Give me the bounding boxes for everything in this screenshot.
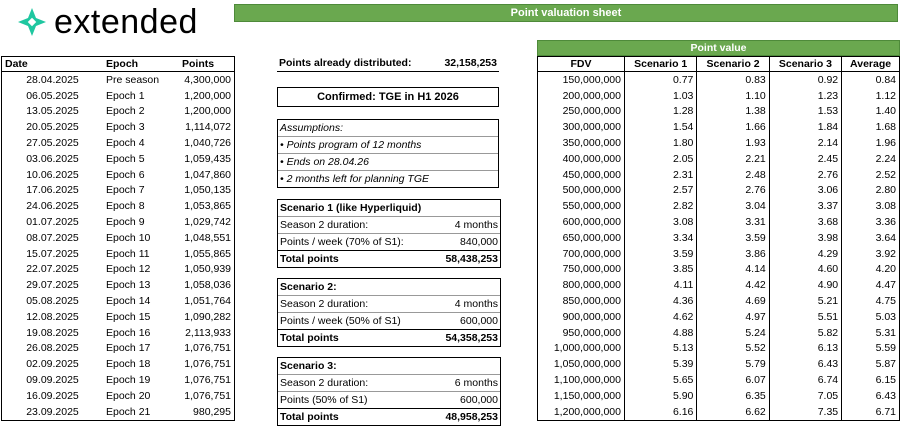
scenario-total-row [278, 408, 500, 425]
scenario-1-cell: 4.62 [625, 309, 697, 325]
header-date: Date [2, 57, 104, 72]
scenario-1-cell: 6.16 [625, 404, 697, 420]
epoch-row [2, 88, 235, 104]
epoch-points: 1,029,742 [184, 216, 231, 229]
epoch-row [2, 104, 235, 120]
scenario-weekly-row [278, 312, 500, 329]
epoch-date: 26.08.2025 [26, 342, 79, 355]
average-cell: 5.31 [842, 325, 900, 341]
point-value-row [538, 309, 900, 325]
epoch-name: Epoch 6 [106, 168, 145, 181]
total-label: Total points [280, 253, 339, 265]
scenario-title [278, 358, 500, 374]
epoch-name: Epoch 16 [106, 326, 151, 339]
epoch-name: Epoch 21 [106, 405, 151, 418]
scenario-2-cell: 6.35 [697, 388, 769, 404]
epoch-name: Epoch 2 [106, 105, 145, 118]
fdv-cell: 600,000,000 [562, 216, 621, 229]
scenario-duration-row [278, 374, 500, 391]
scenario-2-cell: 4.14 [697, 262, 769, 278]
point-value-row [538, 151, 900, 167]
scenario-1-cell: 1.03 [625, 88, 697, 104]
scenario-3-cell: 2.76 [769, 167, 841, 183]
epoch-points: 1,051,764 [184, 295, 231, 308]
total-value: 54,358,253 [445, 332, 498, 344]
epoch-points: 2,113,933 [185, 326, 231, 339]
epoch-date: 03.06.2025 [26, 152, 79, 165]
scenario-3-cell: 1.53 [769, 104, 841, 120]
average-cell: 3.36 [842, 214, 900, 230]
epoch-points: 1,200,000 [184, 105, 231, 118]
point-value-row [538, 246, 900, 262]
scenario-3-cell: 7.05 [769, 388, 841, 404]
epoch-date: 01.07.2025 [26, 216, 79, 229]
header-scenario-1: Scenario 1 [625, 57, 697, 72]
epoch-date: 27.05.2025 [26, 137, 79, 150]
point-value-table-body [538, 72, 900, 421]
scenario-1-cell: 1.28 [625, 104, 697, 120]
average-cell: 3.92 [842, 246, 900, 262]
epoch-date: 19.08.2025 [26, 326, 79, 339]
scenario-1-cell: 4.11 [625, 277, 697, 293]
epoch-name: Epoch 10 [106, 231, 151, 244]
epoch-date: 16.09.2025 [26, 389, 79, 402]
weekly-label: Points / week (70% of S1): [280, 236, 404, 248]
scenario-2-cell: 3.86 [697, 246, 769, 262]
fdv-cell: 550,000,000 [562, 200, 621, 213]
scenario-1-cell: 5.39 [625, 356, 697, 372]
header-epoch: Epoch [103, 57, 179, 72]
point-value-table-header [538, 57, 900, 72]
fdv-cell: 800,000,000 [562, 279, 621, 292]
fdv-cell: 1,150,000,000 [553, 389, 621, 402]
epoch-points: 1,058,036 [184, 279, 231, 292]
epoch-row [2, 293, 235, 309]
epoch-points: 1,076,751 [184, 358, 231, 371]
point-value-row [538, 293, 900, 309]
scenario-3-cell: 3.37 [769, 198, 841, 214]
scenario-total-row [278, 250, 500, 267]
total-value: 58,438,253 [445, 253, 498, 265]
weekly-label: Points (50% of S1) [280, 394, 368, 406]
scenario-2-cell: 2.48 [697, 167, 769, 183]
scenario-title-text: Scenario 3: [280, 360, 337, 372]
average-cell: 1.96 [842, 135, 900, 151]
average-cell: 4.47 [842, 277, 900, 293]
scenario-1-cell: 3.34 [625, 230, 697, 246]
epoch-table-header [2, 57, 235, 72]
point-value-row [538, 277, 900, 293]
fdv-cell: 950,000,000 [562, 326, 621, 339]
fdv-cell: 200,000,000 [562, 89, 621, 102]
epoch-name: Epoch 8 [106, 200, 145, 213]
epoch-name: Epoch 13 [106, 279, 151, 292]
epoch-row [2, 388, 235, 404]
fdv-cell: 150,000,000 [562, 73, 621, 86]
epoch-name: Epoch 4 [106, 137, 145, 150]
scenario-3-cell: 4.29 [769, 246, 841, 262]
points-distributed [277, 57, 499, 72]
header-fdv: FDV [538, 57, 625, 72]
epoch-points: 1,059,435 [184, 152, 231, 165]
point-value-row [538, 404, 900, 420]
fdv-cell: 1,000,000,000 [553, 342, 621, 355]
average-cell: 5.59 [842, 341, 900, 357]
scenario-2-cell: 5.24 [697, 325, 769, 341]
assumption-item: • 2 months left for planning TGE [278, 170, 498, 187]
epoch-row [2, 277, 235, 293]
fdv-cell: 350,000,000 [562, 137, 621, 150]
header-scenario-3: Scenario 3 [769, 57, 841, 72]
point-value-row [538, 262, 900, 278]
fdv-cell: 250,000,000 [562, 105, 621, 118]
scenario-3-cell: 3.98 [769, 230, 841, 246]
epoch-date: 15.07.2025 [26, 247, 79, 260]
epoch-date: 12.08.2025 [26, 310, 79, 323]
fdv-cell: 650,000,000 [562, 231, 621, 244]
duration-label: Season 2 duration: [280, 219, 369, 231]
scenario-2-cell: 5.79 [697, 356, 769, 372]
epoch-row [2, 262, 235, 278]
scenario-2-cell: 6.62 [697, 404, 769, 420]
fdv-cell: 1,100,000,000 [553, 374, 621, 387]
fdv-cell: 700,000,000 [562, 247, 621, 260]
assumption-item: • Points program of 12 months [278, 136, 498, 153]
epoch-row [2, 325, 235, 341]
average-cell: 2.80 [842, 183, 900, 199]
epoch-points: 1,076,751 [184, 374, 231, 387]
epoch-date: 24.06.2025 [26, 200, 79, 213]
epoch-name: Epoch 11 [106, 247, 150, 260]
header-points: Points [179, 57, 235, 72]
point-value-row [538, 119, 900, 135]
average-cell: 5.03 [842, 309, 900, 325]
average-cell: 4.20 [842, 262, 900, 278]
scenario-2-cell: 3.31 [697, 214, 769, 230]
scenario-3-cell: 2.14 [769, 135, 841, 151]
average-cell: 4.75 [842, 293, 900, 309]
duration-value: 4 months [454, 219, 498, 231]
epoch-row [2, 309, 235, 325]
scenario-1-cell: 2.57 [625, 183, 697, 199]
scenario-3-cell: 4.90 [769, 277, 841, 293]
epoch-points: 1,040,726 [184, 137, 231, 150]
point-value-row [538, 198, 900, 214]
epoch-row [2, 167, 235, 183]
epoch-name: Pre season [106, 73, 160, 86]
weekly-value: 600,000 [460, 315, 498, 327]
point-value-header: Point value [537, 40, 900, 56]
scenario-3-box [277, 357, 501, 426]
scenario-2-cell: 1.10 [697, 88, 769, 104]
point-value-row [538, 230, 900, 246]
fdv-cell: 300,000,000 [562, 121, 621, 134]
epoch-date: 10.06.2025 [26, 168, 79, 181]
epoch-points: 1,114,072 [185, 121, 231, 134]
points-distributed-label: Points already distributed: [279, 57, 412, 69]
scenario-3-cell: 2.45 [769, 151, 841, 167]
scenario-3-cell: 5.51 [769, 309, 841, 325]
point-value-row [538, 135, 900, 151]
average-cell: 2.24 [842, 151, 900, 167]
point-value-row [538, 88, 900, 104]
scenario-1-cell: 4.36 [625, 293, 697, 309]
epoch-date: 23.09.2025 [26, 405, 79, 418]
scenario-title-text: Scenario 2: [280, 281, 337, 293]
fdv-cell: 850,000,000 [562, 295, 621, 308]
scenario-3-cell: 5.21 [769, 293, 841, 309]
duration-value: 4 months [454, 298, 498, 310]
point-value-row [538, 183, 900, 199]
fdv-cell: 400,000,000 [562, 152, 621, 165]
sheet-title: Point valuation sheet [234, 4, 898, 22]
epoch-name: Epoch 15 [106, 310, 151, 323]
epoch-row [2, 183, 235, 199]
epoch-points: 1,048,551 [184, 231, 231, 244]
epoch-row [2, 135, 235, 151]
scenario-1-cell: 1.54 [625, 119, 697, 135]
scenario-3-cell: 6.43 [769, 356, 841, 372]
epoch-row [2, 230, 235, 246]
epoch-date: 06.05.2025 [26, 89, 79, 102]
epoch-date: 20.05.2025 [26, 121, 79, 134]
weekly-value: 600,000 [460, 394, 498, 406]
extended-logo-icon [16, 6, 48, 38]
scenario-1-cell: 5.65 [625, 372, 697, 388]
point-value-row [538, 372, 900, 388]
epoch-row [2, 356, 235, 372]
epoch-date: 09.09.2025 [26, 374, 79, 387]
scenario-1-cell: 1.80 [625, 135, 697, 151]
fdv-cell: 900,000,000 [562, 310, 621, 323]
point-value-row [538, 72, 900, 88]
assumption-item: • Ends on 28.04.26 [278, 153, 498, 170]
epoch-name: Epoch 12 [106, 263, 151, 276]
total-label: Total points [280, 411, 339, 423]
scenario-2-cell: 4.97 [697, 309, 769, 325]
point-value-row [538, 356, 900, 372]
epoch-name: Epoch 19 [106, 374, 151, 387]
scenario-1-cell: 2.82 [625, 198, 697, 214]
average-cell: 5.87 [842, 356, 900, 372]
scenario-3-cell: 0.92 [769, 72, 841, 88]
scenario-2-cell: 2.21 [697, 151, 769, 167]
epoch-points: 1,047,860 [184, 168, 231, 181]
epoch-date: 05.08.2025 [26, 295, 79, 308]
scenario-2-cell: 1.93 [697, 135, 769, 151]
scenario-3-cell: 6.13 [769, 341, 841, 357]
scenario-2-cell: 3.59 [697, 230, 769, 246]
epoch-row [2, 198, 235, 214]
epoch-row [2, 341, 235, 357]
header-average: Average [842, 57, 900, 72]
epoch-row [2, 119, 235, 135]
epoch-row [2, 246, 235, 262]
points-distributed-value: 32,158,253 [444, 57, 497, 69]
scenario-3-cell: 6.74 [769, 372, 841, 388]
epoch-name: Epoch 7 [106, 184, 145, 197]
average-cell: 6.15 [842, 372, 900, 388]
fdv-cell: 750,000,000 [562, 263, 621, 276]
epoch-row [2, 151, 235, 167]
epoch-points: 1,053,865 [184, 200, 231, 213]
scenario-1-cell: 3.08 [625, 214, 697, 230]
epoch-date: 13.05.2025 [26, 105, 79, 118]
epoch-points: 1,050,939 [184, 263, 231, 276]
point-value-row [538, 325, 900, 341]
scenario-1-cell: 2.31 [625, 167, 697, 183]
epoch-name: Epoch 20 [106, 389, 151, 402]
scenario-weekly-row [278, 391, 500, 408]
scenario-3-cell: 4.60 [769, 262, 841, 278]
scenario-2-cell: 1.66 [697, 119, 769, 135]
scenario-2-cell: 4.42 [697, 277, 769, 293]
scenario-1-cell: 5.90 [625, 388, 697, 404]
logo-wordmark: extended [54, 2, 198, 41]
epoch-points: 1,050,135 [184, 184, 231, 197]
assumptions-title: Assumptions: [280, 122, 344, 134]
scenario-1-cell: 0.77 [625, 72, 697, 88]
scenario-1-cell: 2.05 [625, 151, 697, 167]
fdv-cell: 1,200,000,000 [553, 405, 621, 418]
scenario-total-row [278, 329, 500, 346]
epoch-row [2, 72, 235, 88]
average-cell: 3.64 [842, 230, 900, 246]
confirmed-tge-box: Confirmed: TGE in H1 2026 [277, 87, 499, 107]
epoch-row [2, 404, 235, 420]
logo [16, 4, 198, 40]
epoch-points: 4,300,000 [184, 73, 231, 86]
scenario-1-box [277, 199, 501, 268]
duration-label: Season 2 duration: [280, 377, 369, 389]
duration-value: 6 months [454, 377, 498, 389]
epoch-name: Epoch 5 [106, 152, 145, 165]
epoch-points: 1,076,751 [184, 342, 231, 355]
average-cell: 0.84 [842, 72, 900, 88]
scenario-3-cell: 1.23 [769, 88, 841, 104]
epoch-points: 1,090,282 [184, 310, 231, 323]
total-label: Total points [280, 332, 339, 344]
point-value-row [538, 104, 900, 120]
epoch-table [1, 56, 235, 421]
scenario-1-cell: 5.13 [625, 341, 697, 357]
scenario-title [278, 200, 500, 216]
epoch-name: Epoch 17 [106, 342, 151, 355]
epoch-name: Epoch 9 [106, 216, 145, 229]
fdv-cell: 450,000,000 [562, 168, 621, 181]
epoch-date: 08.07.2025 [26, 231, 79, 244]
header-scenario-2: Scenario 2 [697, 57, 769, 72]
fdv-cell: 1,050,000,000 [553, 358, 621, 371]
epoch-points: 1,076,751 [184, 389, 231, 402]
epoch-date: 02.09.2025 [26, 358, 79, 371]
weekly-label: Points / week (50% of S1) [280, 315, 401, 327]
epoch-date: 17.06.2025 [26, 184, 79, 197]
scenario-2-cell: 5.52 [697, 341, 769, 357]
scenario-2-cell: 6.07 [697, 372, 769, 388]
scenario-2-cell: 1.38 [697, 104, 769, 120]
epoch-table-body [2, 72, 235, 421]
scenario-1-cell: 4.88 [625, 325, 697, 341]
average-cell: 1.68 [842, 119, 900, 135]
point-value-row [538, 341, 900, 357]
scenario-1-cell: 3.85 [625, 262, 697, 278]
scenario-2-box [277, 278, 501, 347]
assumptions-box [277, 119, 499, 188]
scenario-3-cell: 1.84 [769, 119, 841, 135]
epoch-points: 1,055,865 [184, 247, 231, 260]
average-cell: 6.71 [842, 404, 900, 420]
scenario-2-cell: 3.04 [697, 198, 769, 214]
scenario-weekly-row [278, 233, 500, 250]
epoch-name: Epoch 1 [106, 89, 145, 102]
average-cell: 3.08 [842, 198, 900, 214]
average-cell: 1.40 [842, 104, 900, 120]
scenario-1-cell: 3.59 [625, 246, 697, 262]
weekly-value: 840,000 [460, 236, 498, 248]
scenario-2-cell: 2.76 [697, 183, 769, 199]
epoch-date: 22.07.2025 [26, 263, 79, 276]
epoch-points: 980,295 [193, 405, 231, 418]
scenario-title [278, 279, 500, 295]
epoch-row [2, 372, 235, 388]
epoch-points: 1,200,000 [184, 89, 231, 102]
total-value: 48,958,253 [445, 411, 498, 423]
scenario-duration-row [278, 295, 500, 312]
fdv-cell: 500,000,000 [562, 184, 621, 197]
scenario-3-cell: 7.35 [769, 404, 841, 420]
scenario-duration-row [278, 216, 500, 233]
average-cell: 6.43 [842, 388, 900, 404]
scenario-3-cell: 3.68 [769, 214, 841, 230]
epoch-date: 29.07.2025 [26, 279, 79, 292]
epoch-date: 28.04.2025 [26, 73, 79, 86]
scenario-title-text: Scenario 1 (like Hyperliquid) [280, 202, 422, 214]
scenario-3-cell: 5.82 [769, 325, 841, 341]
scenario-3-cell: 3.06 [769, 183, 841, 199]
point-value-table [537, 56, 900, 421]
epoch-row [2, 214, 235, 230]
epoch-name: Epoch 3 [106, 121, 145, 134]
scenario-2-cell: 0.83 [697, 72, 769, 88]
scenario-2-cell: 4.69 [697, 293, 769, 309]
epoch-name: Epoch 14 [106, 295, 151, 308]
point-value-row [538, 214, 900, 230]
average-cell: 2.52 [842, 167, 900, 183]
duration-label: Season 2 duration: [280, 298, 369, 310]
average-cell: 1.12 [842, 88, 900, 104]
epoch-name: Epoch 18 [106, 358, 151, 371]
point-value-row [538, 167, 900, 183]
point-value-row [538, 388, 900, 404]
